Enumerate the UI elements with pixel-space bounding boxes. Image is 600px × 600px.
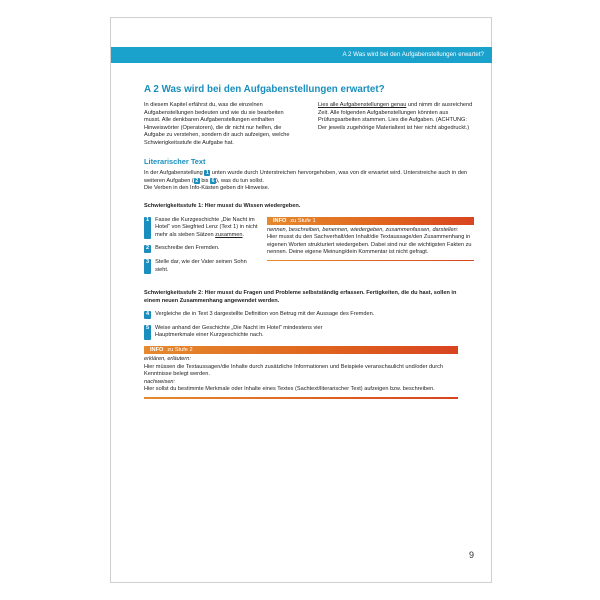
info-label: INFO xyxy=(273,217,287,224)
task-item xyxy=(144,311,474,319)
section-title: Literarischer Text xyxy=(144,156,206,166)
info-box-level2 xyxy=(144,346,458,398)
info-verbs: nennen, beschreiben, benennen, wiedergeben, zusammenfassen, darstellen: xyxy=(267,226,459,233)
task-badge-2: 2 xyxy=(195,177,199,184)
task-number: 1 xyxy=(144,217,151,240)
info-bar xyxy=(144,346,458,354)
section-paragraph xyxy=(144,170,474,185)
level2-heading: Schwierigkeitsstufe 2: Hier musst du Fragen und Probleme selbstständig erfassen. Fertigkeiten, die du hast, sollen in einem neuen Zusammenhang angewendet werden. xyxy=(144,290,457,304)
header-band: A 2 Was wird bei den Aufgabenstellungen erwartet? xyxy=(111,47,492,63)
info-title: zu Stufe 2 xyxy=(167,347,193,354)
section-text-3: bis xyxy=(199,177,211,184)
task-item xyxy=(144,325,344,340)
page-number: 9 xyxy=(468,550,474,560)
task-text: Stelle dar, wie der Vater seinen Sohn sieht. xyxy=(155,258,247,273)
info-verbs: nachweisen: xyxy=(144,378,176,385)
task-item xyxy=(144,217,259,240)
info-divider xyxy=(267,260,474,262)
intro-right xyxy=(318,102,474,148)
info-box-level1 xyxy=(267,217,474,281)
info-title: zu Stufe 1 xyxy=(290,217,316,224)
info-text: Hier müssen die Textaussagen/die Inhalte durch zusätzliche Informationen und Beispiele veranschaulicht und/oder durch Kenntnisse belegt werden. xyxy=(144,363,444,378)
document-page xyxy=(110,17,492,583)
intro-left: In diesem Kapitel erfährst du, was die einzelnen Aufgabenstellungen bedeuten und wie du sie bearbeiten musst. Alle denkbaren Aufgabenstellungen enthalten Hinweiswörter (Operatoren), die dir nicht nur helfen, die Aufgabe zu verstehen, sondern dir auch aufzeigen, welche Schwierigkeitsstufe die Aufgabe hat. xyxy=(144,102,290,146)
level1-block xyxy=(144,217,474,281)
task-number: 2 xyxy=(146,245,150,252)
task-badge-1: 1 xyxy=(205,170,209,177)
level1-heading: Schwierigkeitsstufe 1: Hier musst du Wissen wiedergeben. xyxy=(144,202,301,209)
task-text: Vergleiche die in Text 3 dargestellte Definition von Betrug mit der Aussage des Fremden. xyxy=(155,311,375,318)
page-content xyxy=(144,84,474,399)
task-badge-6: 6 xyxy=(211,177,215,184)
task-text: Beschreibe den Fremden. xyxy=(155,245,220,252)
info-text: Hier sollst du bestimmte Merkmale oder Inhalte eines Textes (Sachtext/literarischer Text) aufzeigen bzw. beschreiben. xyxy=(144,386,435,393)
info-bar xyxy=(267,217,474,225)
info-verbs: erklären, erläutern: xyxy=(144,356,191,363)
task-text: Weise anhand der Geschichte „Die Nacht im Hotel“ mindestens vier Hauptmerkmale einer Kurzgeschichte nach. xyxy=(155,324,323,339)
task-number: 4 xyxy=(146,311,150,318)
section-text-2: unten wurde durch Unterstreichen hervorgehoben, was von dir erwartet wird. Unterstreiche auch in den weiteren Aufgaben ( xyxy=(144,170,468,184)
info-label: INFO xyxy=(150,347,164,354)
section-text-4: ), was du tun sollst. xyxy=(216,177,264,184)
task-number: 3 xyxy=(144,259,151,274)
section-paragraph-2: Die Verben in den Info-Kästen geben dir Hinweise. xyxy=(144,185,270,192)
info-divider xyxy=(144,397,458,399)
task-item xyxy=(144,245,259,253)
level1-tasks xyxy=(144,217,259,281)
task-text: Fasse die Kurzgeschichte „Die Nacht im Hotel“ von Siegfried Lenz (Text 1) in nicht mehr als sieben Sätzen zusammen. xyxy=(155,216,258,238)
page-title: A 2 Was wird bei den Aufgabenstellungen erwartet? xyxy=(144,84,385,95)
info-text: Hier musst du den Sachverhalt/den Inhalt/die Textaussage/den Zusammenhang in eigenen Worten strukturiert wiedergeben. Dabei sind nur die wichtigsten Fakten zu nennen. Deine eigene Meinung/dein Kommentar ist nicht gefragt. xyxy=(267,234,472,256)
intro-columns xyxy=(144,102,474,148)
intro-right-rest: und nimm dir ausreichend Zeit. Alle folgenden Aufgabenstellungen könnten aus Prüfungsarbeiten stammen. Lies die Aufgaben. (ACHTUNG: Der jeweils zugehörige Materialtext ist hier nicht abgedruckt.) xyxy=(318,102,473,131)
task-item xyxy=(144,259,259,274)
section-text-1: In der Aufgabenstellung xyxy=(144,170,205,177)
task-number: 5 xyxy=(144,325,151,340)
intro-right-underlined: Lies alle Aufgabenstellungen genau xyxy=(318,102,407,108)
